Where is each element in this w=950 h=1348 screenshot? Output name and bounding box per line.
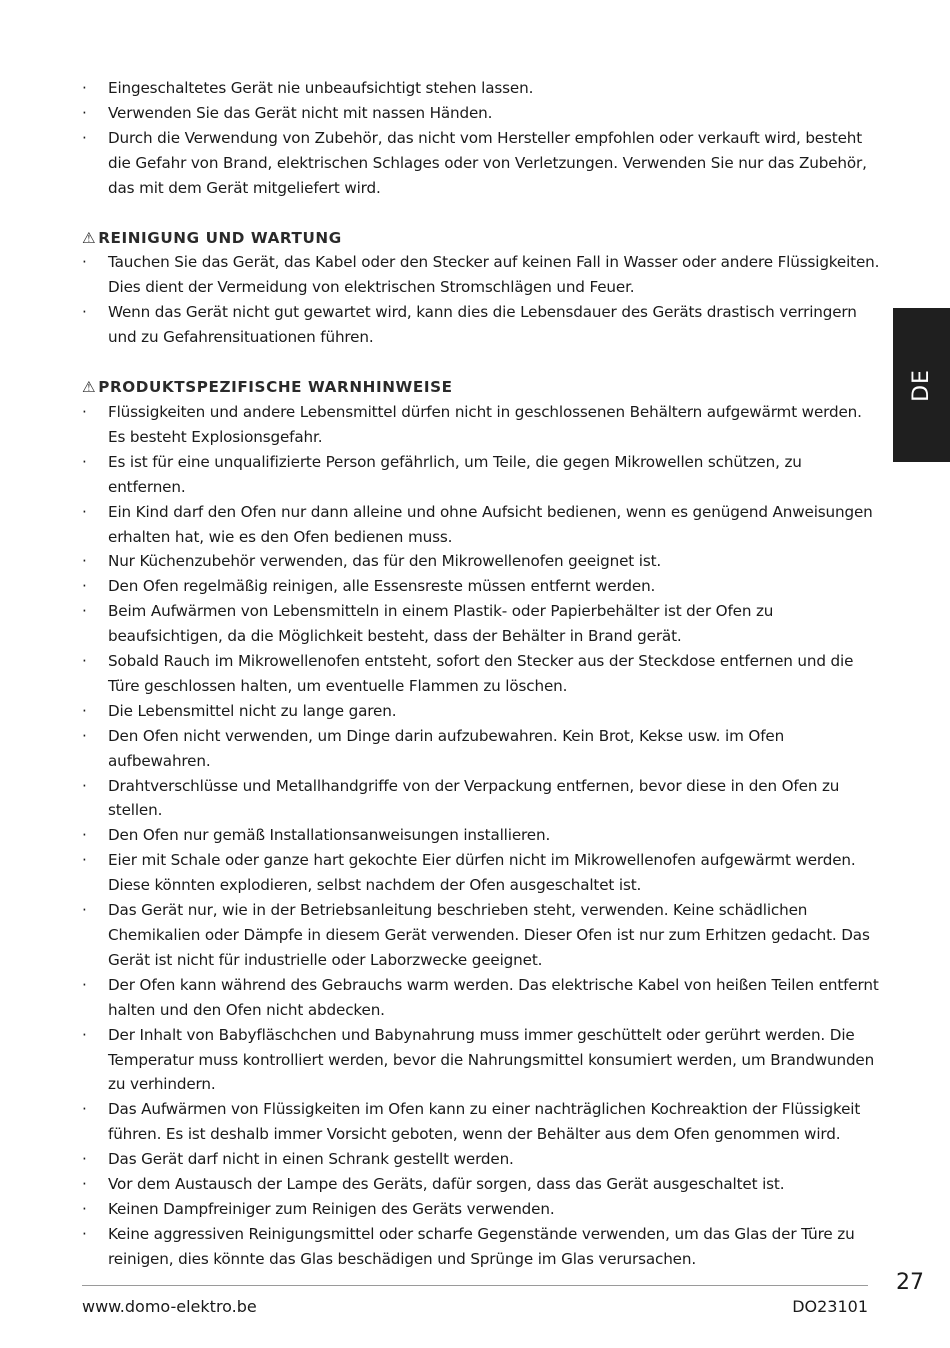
list-item <box>82 649 882 699</box>
list-item <box>82 101 882 126</box>
cleaning-section <box>82 226 882 351</box>
bullet-icon: · <box>82 402 87 421</box>
list-item-text: Nur Küchenzubehör verwenden, das für den Mikrowellenofen geeignet ist. <box>108 552 662 571</box>
footer-model-number: DO23101 <box>792 1297 868 1316</box>
list-item <box>82 724 882 774</box>
bullet-icon: · <box>82 1199 87 1218</box>
bullet-icon: · <box>82 776 87 795</box>
product-list <box>82 400 882 1272</box>
list-item-text: Beim Aufwärmen von Lebensmitteln in einem Plastik- oder Papierbehälter ist der Ofen zu beaufsichtigen, da die Möglichkeit besteht, dass der Behälter in Brand gerät. <box>108 602 774 646</box>
list-item <box>82 898 882 973</box>
list-item <box>82 599 882 649</box>
bullet-icon: · <box>82 851 87 870</box>
bullet-icon: · <box>82 1025 87 1044</box>
list-item <box>82 823 882 848</box>
list-item-text: Das Gerät darf nicht in einen Schrank gestellt werden. <box>108 1150 514 1169</box>
list-item <box>82 1222 882 1272</box>
bullet-icon: · <box>82 901 87 920</box>
list-item <box>82 549 882 574</box>
list-item-text: Eier mit Schale oder ganze hart gekochte Eier dürfen nicht im Mikrowellenofen aufgewärmt werden. Diese könnten explodieren, selbst nachdem der Ofen ausgeschaltet ist. <box>108 851 856 895</box>
bullet-icon: · <box>82 79 87 97</box>
product-section <box>82 375 882 1272</box>
cleaning-list <box>82 250 882 350</box>
product-heading: ⚠ PRODUKTSPEZIFISCHE WARNHINWEISE <box>82 378 453 397</box>
bullet-icon: · <box>82 253 87 272</box>
bullet-icon: · <box>82 826 87 845</box>
list-item-text: Keine aggressiven Reinigungsmittel oder scharfe Gegenstände verwenden, um das Glas der Türe zu reinigen, dies könnte das Glas beschädigen und Sprünge im Glas verursachen. <box>108 1224 855 1268</box>
list-item-text: Es ist für eine unqualifizierte Person gefährlich, um Teile, die gegen Mikrowellen schützen, zu entfernen. <box>108 452 802 496</box>
list-item <box>82 450 882 500</box>
list-item-text: Das Gerät nur, wie in der Betriebsanleitung beschrieben steht, verwenden. Keine schädlichen Chemikalien oder Dämpfe in diesem Gerät verwenden. Dieser Ofen ist nur zum Erhitzen gedacht. Das Gerät ist nicht für industrielle oder Laborzwecke geeignet. <box>108 901 870 969</box>
list-item-text: Drahtverschlüsse und Metallhandgriffe von der Verpackung entfernen, bevor diese in den Ofen zu stellen. <box>108 776 840 820</box>
language-tab-label: DE <box>909 368 934 402</box>
list-item <box>82 126 882 201</box>
bullet-icon: · <box>82 502 87 521</box>
bullet-icon: · <box>82 701 87 720</box>
list-item-text: Eingeschaltetes Gerät nie unbeaufsichtigt stehen lassen. <box>108 79 534 97</box>
bullet-icon: · <box>82 1224 87 1243</box>
bullet-icon: · <box>82 303 87 322</box>
list-item-text: Flüssigkeiten und andere Lebensmittel dürfen nicht in geschlossenen Behältern aufgewärmt werden. Es besteht Explosionsgefahr. <box>108 402 862 446</box>
bullet-icon: · <box>82 1100 87 1119</box>
list-item-text: Keinen Dampfreiniger zum Reinigen des Geräts verwenden. <box>108 1199 555 1218</box>
bullet-icon: · <box>82 975 87 994</box>
list-item <box>82 76 882 101</box>
bullet-icon: · <box>82 652 87 671</box>
bullet-icon: · <box>82 577 87 596</box>
list-item <box>82 1023 882 1098</box>
list-item-text: Ein Kind darf den Ofen nur dann alleine und ohne Aufsicht bedienen, wenn es genügend Anweisungen erhalten hat, wie es den Ofen bedienen muss. <box>108 502 873 546</box>
bullet-icon: · <box>82 552 87 571</box>
list-item <box>82 400 882 450</box>
list-item-text: Vor dem Austausch der Lampe des Geräts, dafür sorgen, dass das Gerät ausgeschaltet ist. <box>108 1175 785 1194</box>
list-item <box>82 1097 882 1147</box>
list-item <box>82 1172 882 1197</box>
list-item-text: Der Inhalt von Babyfläschchen und Babynahrung muss immer geschüttelt oder gerührt werden. Die Temperatur muss kontrolliert werden, bevor die Nahrungsmittel konsumiert werden, um Brandwunden zu verhindern. <box>108 1025 875 1094</box>
footer-divider <box>82 1285 868 1286</box>
language-tab <box>893 308 950 462</box>
list-item <box>82 848 882 898</box>
bullet-icon: · <box>82 602 87 621</box>
list-item-text: Verwenden Sie das Gerät nicht mit nassen Händen. <box>108 103 493 122</box>
list-item <box>82 574 882 599</box>
list-item-text: Die Lebensmittel nicht zu lange garen. <box>108 701 397 720</box>
list-item <box>82 300 882 350</box>
bullet-icon: · <box>82 103 87 122</box>
cleaning-heading: ⚠ REINIGUNG UND WARTUNG <box>82 228 342 247</box>
bullet-icon: · <box>82 1175 87 1194</box>
bullet-icon: · <box>82 1150 87 1169</box>
list-item-text: Den Ofen nur gemäß Installationsanweisungen installieren. <box>108 826 551 845</box>
bullet-icon: · <box>82 452 87 471</box>
warning-icon: ⚠ <box>82 228 97 247</box>
list-item <box>82 1197 882 1222</box>
list-item-text: Wenn das Gerät nicht gut gewartet wird, kann dies die Lebensdauer des Geräts drastisch verringern und zu Gefahrensituationen führen. <box>108 303 857 347</box>
list-item-text: Das Aufwärmen von Flüssigkeiten im Ofen kann zu einer nachträglichen Kochreaktion der Flüssigkeit führen. Es ist deshalb immer Vorsicht geboten, wenn der Behälter aus dem Ofen genommen wird. <box>108 1100 861 1144</box>
bullet-icon: · <box>82 128 87 147</box>
list-item <box>82 973 882 1023</box>
list-item <box>82 699 882 724</box>
list-item-text: Tauchen Sie das Gerät, das Kabel oder den Stecker auf keinen Fall in Wasser oder andere Flüssigkeiten. Dies dient der Vermeidung von elektrischen Stromschlägen und Feuer. <box>108 253 880 297</box>
bullet-icon: · <box>82 726 87 745</box>
list-item <box>82 1147 882 1172</box>
list-item-text: Den Ofen nicht verwenden, um Dinge darin aufzubewahren. Kein Brot, Kekse usw. im Ofen aufbewahren. <box>108 726 785 770</box>
page-content <box>82 76 882 1272</box>
page-number: 27 <box>896 1270 924 1295</box>
footer-url[interactable]: www.domo-elektro.be <box>82 1297 257 1316</box>
list-item-text: Den Ofen regelmäßig reinigen, alle Essensreste müssen entfernt werden. <box>108 577 656 596</box>
list-item <box>82 500 882 550</box>
warning-icon: ⚠ <box>82 378 97 397</box>
list-item-text: Durch die Verwendung von Zubehör, das nicht vom Hersteller empfohlen oder verkauft wird, besteht die Gefahr von Brand, elektrischen Schlages oder von Verletzungen. Verwenden Sie nur das Zubehör, das mit dem Gerät mitgeliefert wird. <box>108 128 867 197</box>
list-item <box>82 774 882 824</box>
list-item-text: Sobald Rauch im Mikrowellenofen entsteht, sofort den Stecker aus der Steckdose entfernen und die Türe geschlossen halten, um eventuelle Flammen zu löschen. <box>108 652 854 695</box>
intro-list <box>82 76 882 201</box>
list-item-text: Der Ofen kann während des Gebrauchs warm werden. Das elektrische Kabel von heißen Teilen entfernt halten und den Ofen nicht abdecken. <box>108 975 879 1019</box>
list-item <box>82 250 882 300</box>
